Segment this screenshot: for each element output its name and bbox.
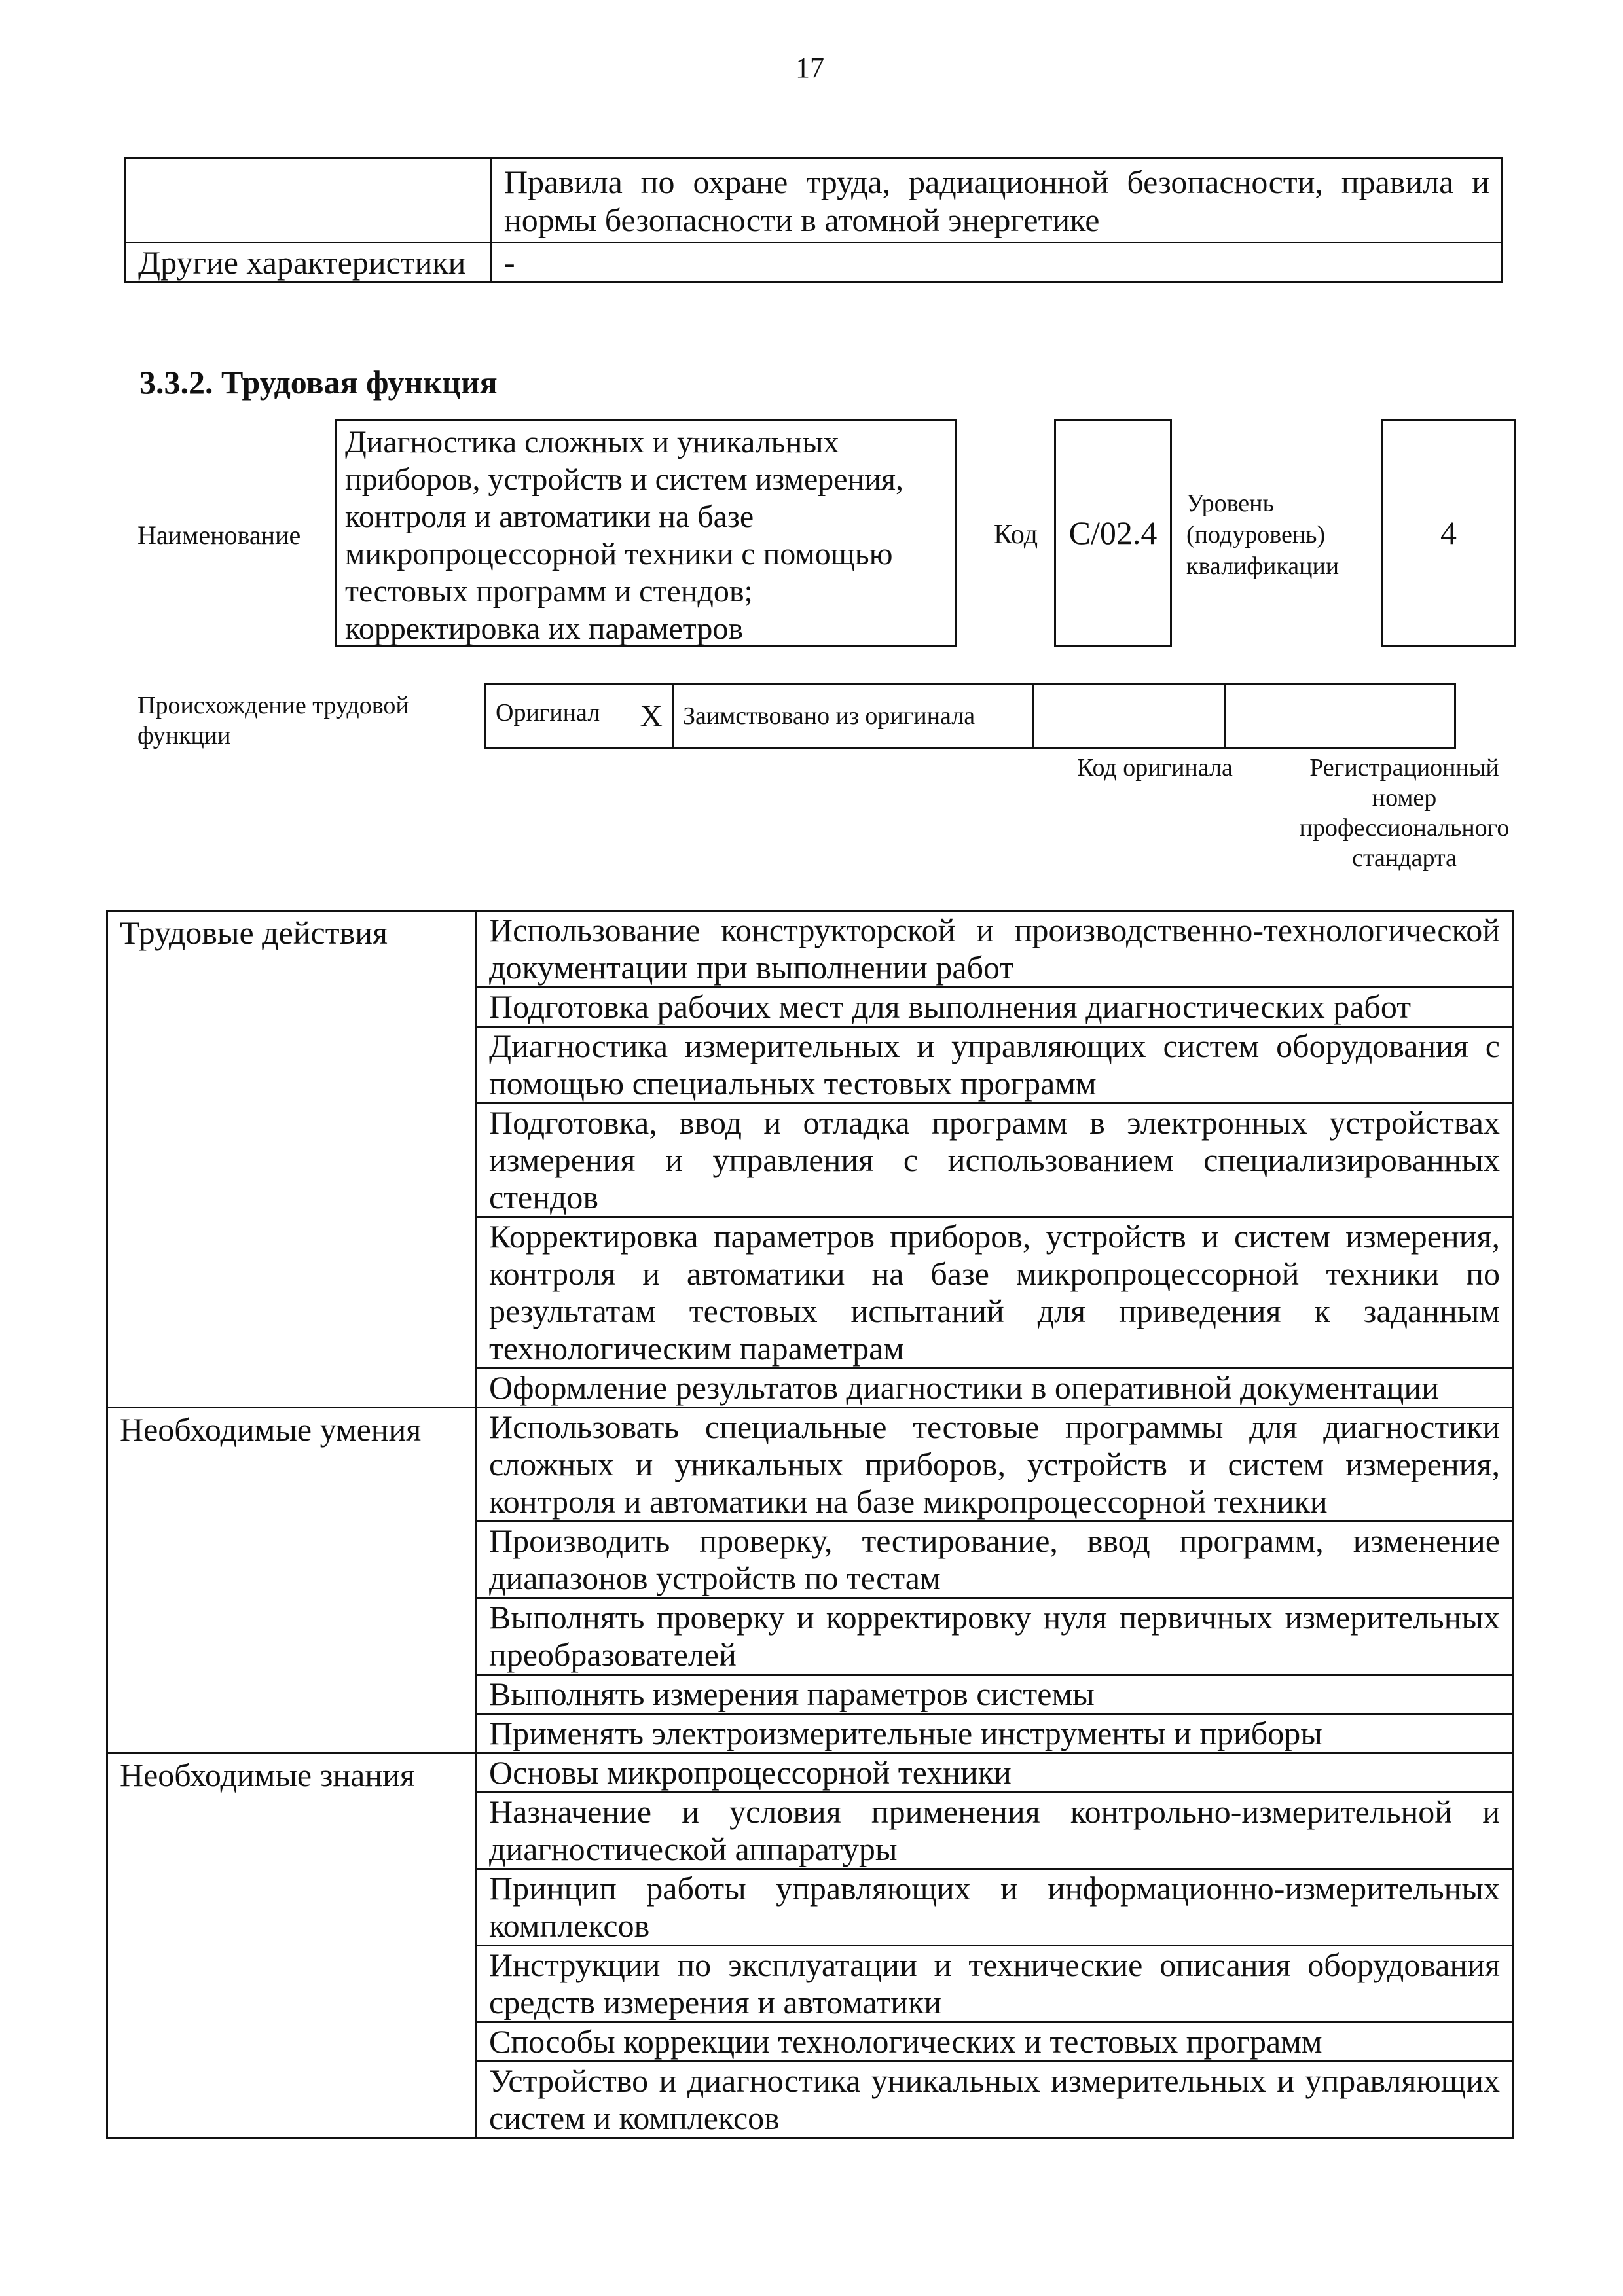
item-cell: Использовать специальные тестовые программы для диагностики сложных и уникальных приборов, устройств и систем измерения, контроля и автоматики на базе микропроцессорной техники (477, 1408, 1513, 1522)
item-cell: Принцип работы управляющих и информационно-измерительных комплексов (477, 1869, 1513, 1946)
reg-number-cell (1226, 684, 1455, 749)
table-row (107, 911, 1513, 988)
code-label: Код (994, 520, 1038, 550)
item-cell: Основы микропроцессорной техники (477, 1753, 1513, 1793)
origin-table (484, 683, 1456, 749)
original-label: Оригинал (496, 698, 600, 726)
function-name-box: Диагностика сложных и уникальных приборов, устройств и систем измерения, контроля и автоматики на базе микропроцессорной техники с помощью тестовых программ и стендов; корректировка их параметров (335, 419, 957, 647)
item-cell: Оформление результатов диагностики в оперативной документации (477, 1369, 1513, 1408)
page-number: 17 (795, 52, 824, 84)
main-table (106, 910, 1514, 2139)
item-cell: Применять электроизмерительные инструменты и приборы (477, 1714, 1513, 1753)
item-cell: Использование конструкторской и производственно-технологической документации при выполнении работ (477, 911, 1513, 988)
top-table (124, 157, 1503, 283)
item-cell: Способы коррекции технологических и тестовых программ (477, 2022, 1513, 2062)
top-table-empty-cell (126, 158, 492, 243)
category-cell: Трудовые действия (107, 911, 477, 1408)
original-cell (486, 684, 673, 749)
other-characteristics-value: - (492, 243, 1503, 283)
reg-number-caption: Регистрационный номер профессионального стандарта (1299, 754, 1510, 872)
item-cell: Подготовка, ввод и отладка программ в электронных устройствах измерения и управления с использованием специализированных стендов (477, 1103, 1513, 1217)
table-row (107, 1753, 1513, 1793)
item-cell: Выполнять проверку и корректировку нуля первичных измерительных преобразователей (477, 1598, 1513, 1675)
code-original-caption: Код оригинала (1077, 754, 1233, 781)
code-value-box: С/02.4 (1054, 419, 1172, 647)
item-cell: Диагностика измерительных и управляющих систем оборудования с помощью специальных тестовых программ (477, 1027, 1513, 1103)
item-cell: Инструкции по эксплуатации и технические описания оборудования средств измерения и автоматики (477, 1946, 1513, 2022)
category-cell: Необходимые знания (107, 1753, 477, 2138)
borrowed-cell: Заимствовано из оригинала (673, 684, 1034, 749)
item-cell: Подготовка рабочих мест для выполнения диагностических работ (477, 988, 1513, 1027)
level-label: Уровень (подуровень) квалификации (1186, 490, 1340, 580)
code-original-cell (1034, 684, 1226, 749)
level-value-box: 4 (1381, 419, 1516, 647)
item-cell: Назначение и условия применения контрольно-измерительной и диагностической аппаратуры (477, 1793, 1513, 1869)
item-cell: Корректировка параметров приборов, устройств и систем измерения, контроля и автоматики на базе микропроцессорной техники по результатам тестовых испытаний для приведения к заданным технологическим параметрам (477, 1217, 1513, 1369)
name-label: Наименование (137, 520, 301, 550)
item-cell: Выполнять измерения параметров системы (477, 1675, 1513, 1714)
origin-label: Происхождение трудовой функции (137, 692, 409, 749)
table-row (107, 1408, 1513, 1522)
item-cell: Устройство и диагностика уникальных измерительных и управляющих систем и комплексов (477, 2062, 1513, 2138)
other-characteristics-label: Другие характеристики (126, 243, 492, 283)
item-cell: Производить проверку, тестирование, ввод программ, изменение диапазонов устройств по тестам (477, 1522, 1513, 1598)
category-cell: Необходимые умения (107, 1408, 477, 1753)
section-heading: 3.3.2. Трудовая функция (139, 364, 498, 401)
original-mark: X (640, 698, 663, 734)
rule-text-cell: Правила по охране труда, радиационной безопасности, правила и нормы безопасности в атомной энергетике (492, 158, 1503, 243)
